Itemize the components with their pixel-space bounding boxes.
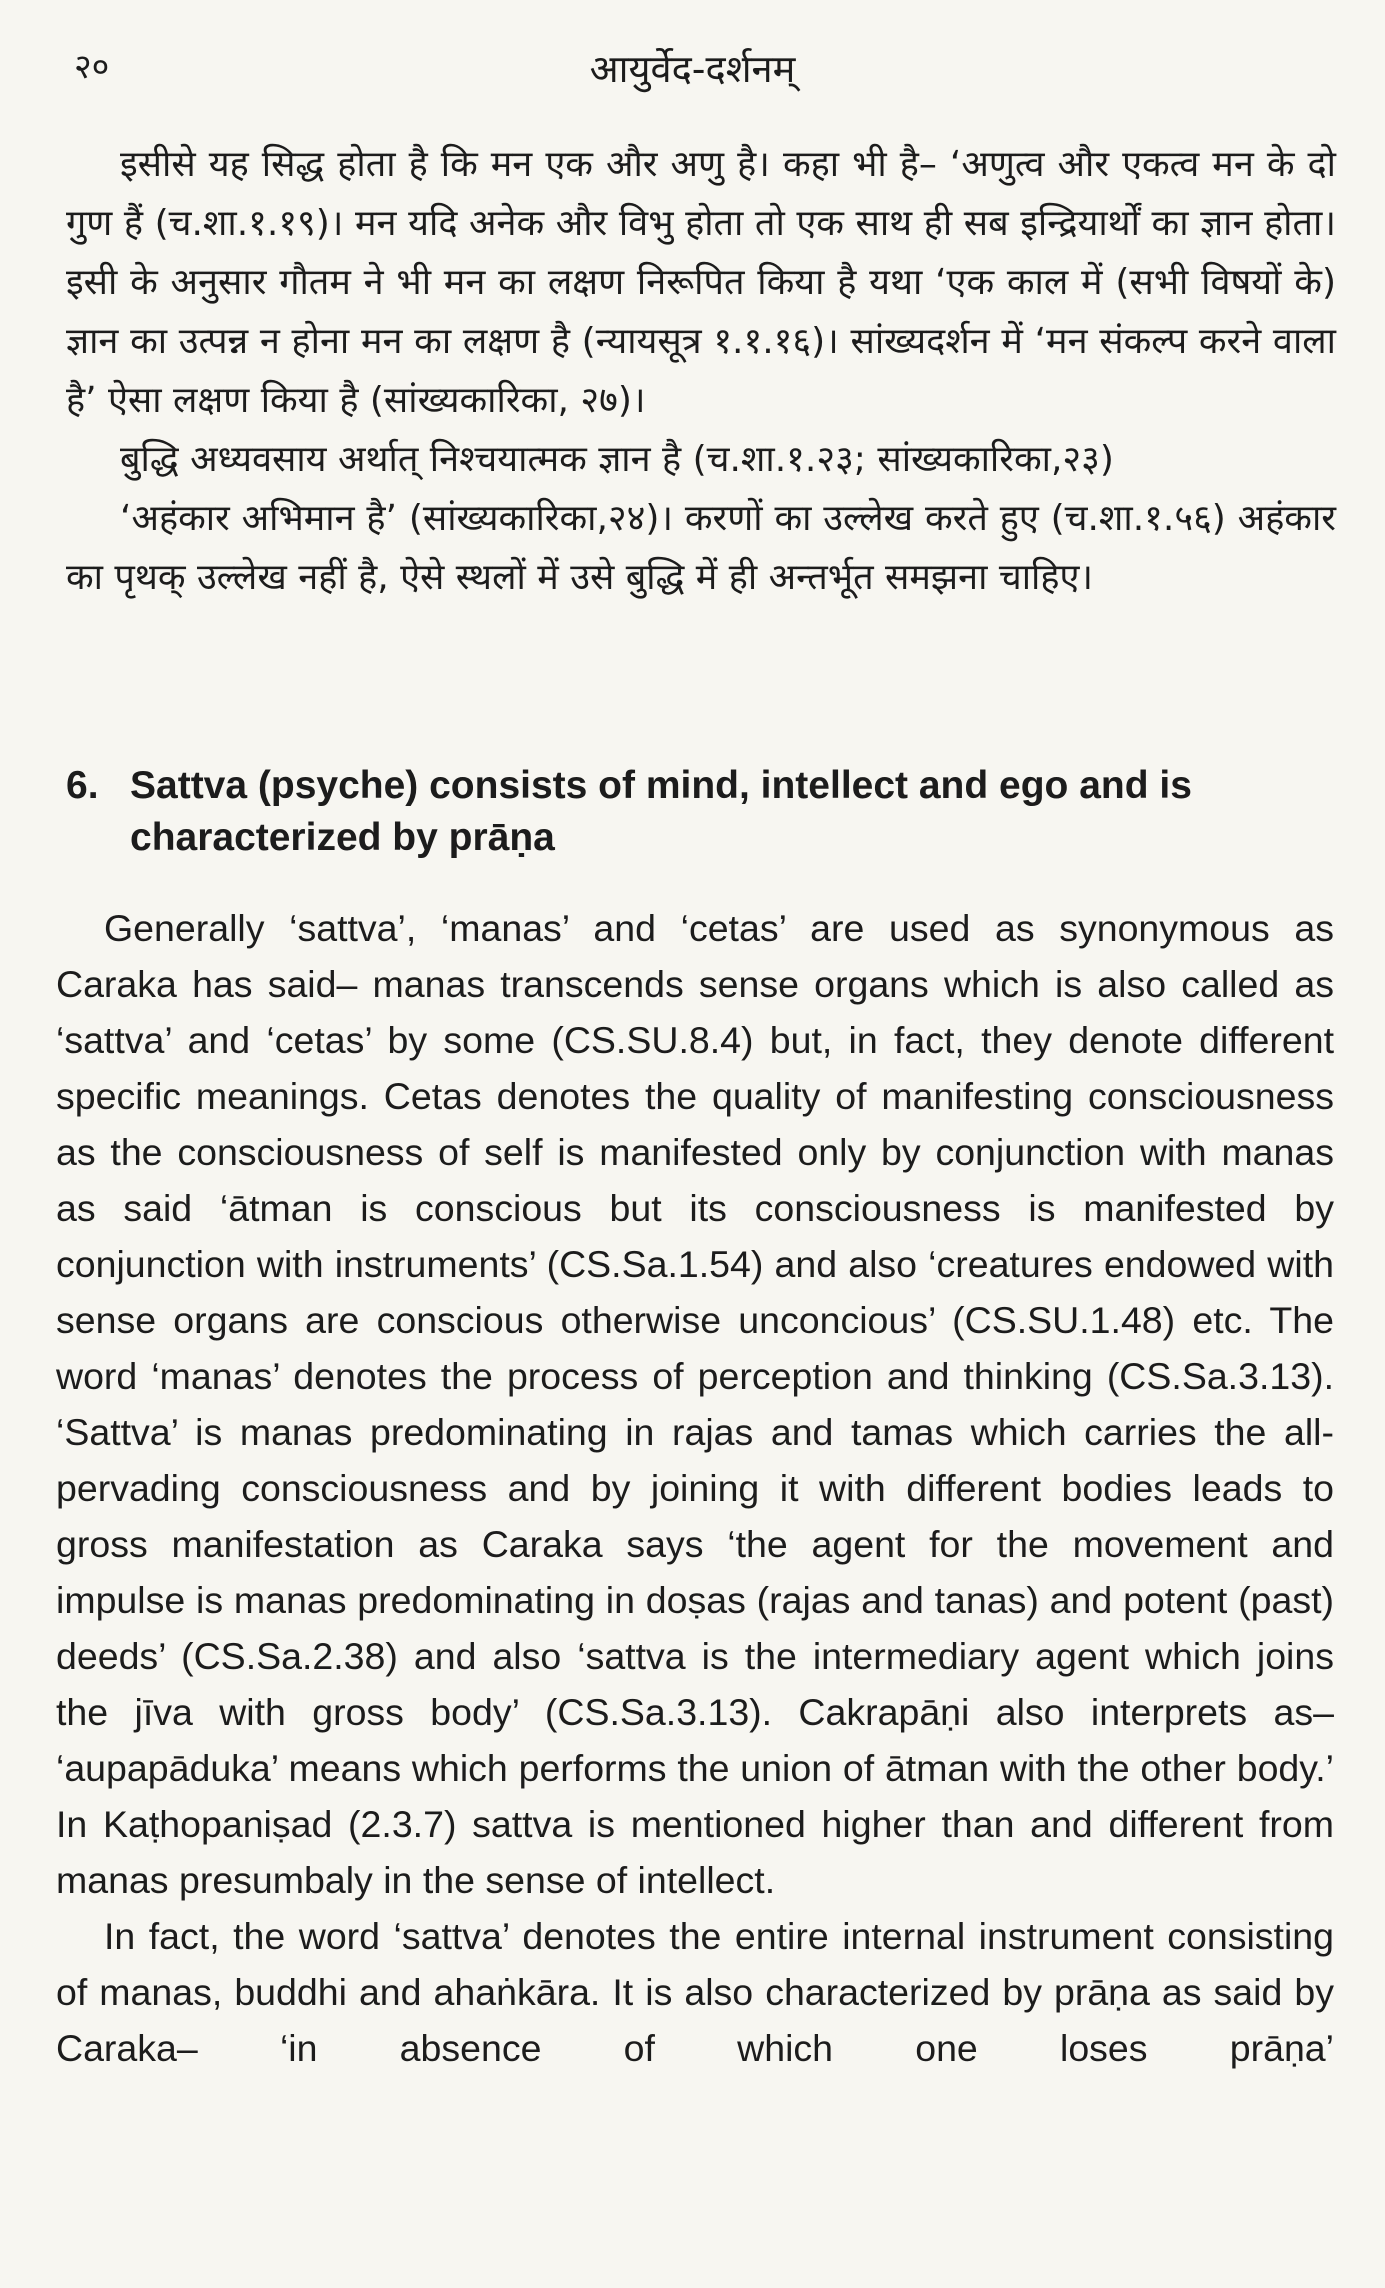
english-paragraph: Generally ‘sattva’, ‘manas’ and ‘cetas’ are used as synonymous as Caraka has said– manas transcends sense organs which is also called as ‘sattva’ and ‘cetas’ by some (CS.SU.8.4) but, in fact, they denote different specific meanings. Cetas denotes the quality of manifesting consciousness as the consciousness of self is manifested only by conjunction with manas as said ‘ātman is conscious but its consciousness is manifested by conjunction with instruments’ (CS.Sa.1.54) and also ‘creatures endowed with sense organs are conscious otherwise unconcious’ (CS.SU.1.48) etc. The word ‘manas’ denotes the process of perception and thinking (CS.Sa.3.13). ‘Sattva’ is manas predominating in rajas and tamas which carries the all-pervading consciousness and by joining it with different bodies leads to gross manifestation as Caraka says ‘the agent for the movement and impulse is manas predominating in doṣas (rajas and tanas) and potent (past) deeds’ (CS.Sa.2.38) and also ‘sattva is the intermediary agent which joins the jīva with gross body’ (CS.Sa.3.13). Cakrapāṇi also interprets as– ‘aupapāduka’ means which performs the union of ātman with the other body.’ In Kaṭhopaniṣad (2.3.7) sattva is mentioned higher than and different from manas presumbaly in the sense of intellect. [56,907,1334,1901]
hindi-paragraph: इसीसे यह सिद्ध होता है कि मन एक और अणु है। कहा भी है– ‘अणुत्व और एकत्व मन के दो गुण हैं (च.शा.१.१९)। मन यदि अनेक और विभु होता तो एक साथ ही सब इन्द्रियार्थों का ज्ञान होता। इसी के अनुसार गौतम ने भी मन का लक्षण निरूपित किया है यथा ‘एक काल में (सभी विषयों के) ज्ञान का उत्पन्न न होना मन का लक्षण है (न्यायसूत्र १.१.१६)। सांख्यदर्शन में ‘मन संकल्प करने वाला है’ ऐसा लक्षण किया है (सांख्यकारिका, २७)। [66,144,1336,421]
page-header [62,38,1323,98]
english-text-block [56,900,1334,2076]
section-title: Sattva (psyche) consists of mind, intellect and ego and is characterized by prāṇa [130,764,1192,859]
running-title: आयुर्वेद-दर्शनम् [589,47,796,91]
english-paragraph: In fact, the word ‘sattva’ denotes the entire internal instrument consisting of manas, buddhi and ahaṅkāra. It is also characterized by prāṇa as said by Caraka– ‘in absence of which one loses prāṇa’ [56,1915,1334,2069]
hindi-text-block [66,135,1336,607]
page-number: २० [74,47,110,87]
hindi-paragraph: बुद्धि अध्यवसाय अर्थात् निश्चयात्मक ज्ञान है (च.शा.१.२३; सांख्यकारिका,२३) [120,439,1114,480]
hindi-paragraph: ‘अहंकार अभिमान है’ (सांख्यकारिका,२४)। करणों का उल्लेख करते हुए (च.शा.१.५६) अहंकार का पृथक् उल्लेख नहीं है, ऐसे स्थलों में उसे बुद्धि में ही अन्तर्भूत समझना चाहिए। [66,498,1336,598]
section-number: 6. [66,764,99,807]
section-heading [66,760,1336,864]
